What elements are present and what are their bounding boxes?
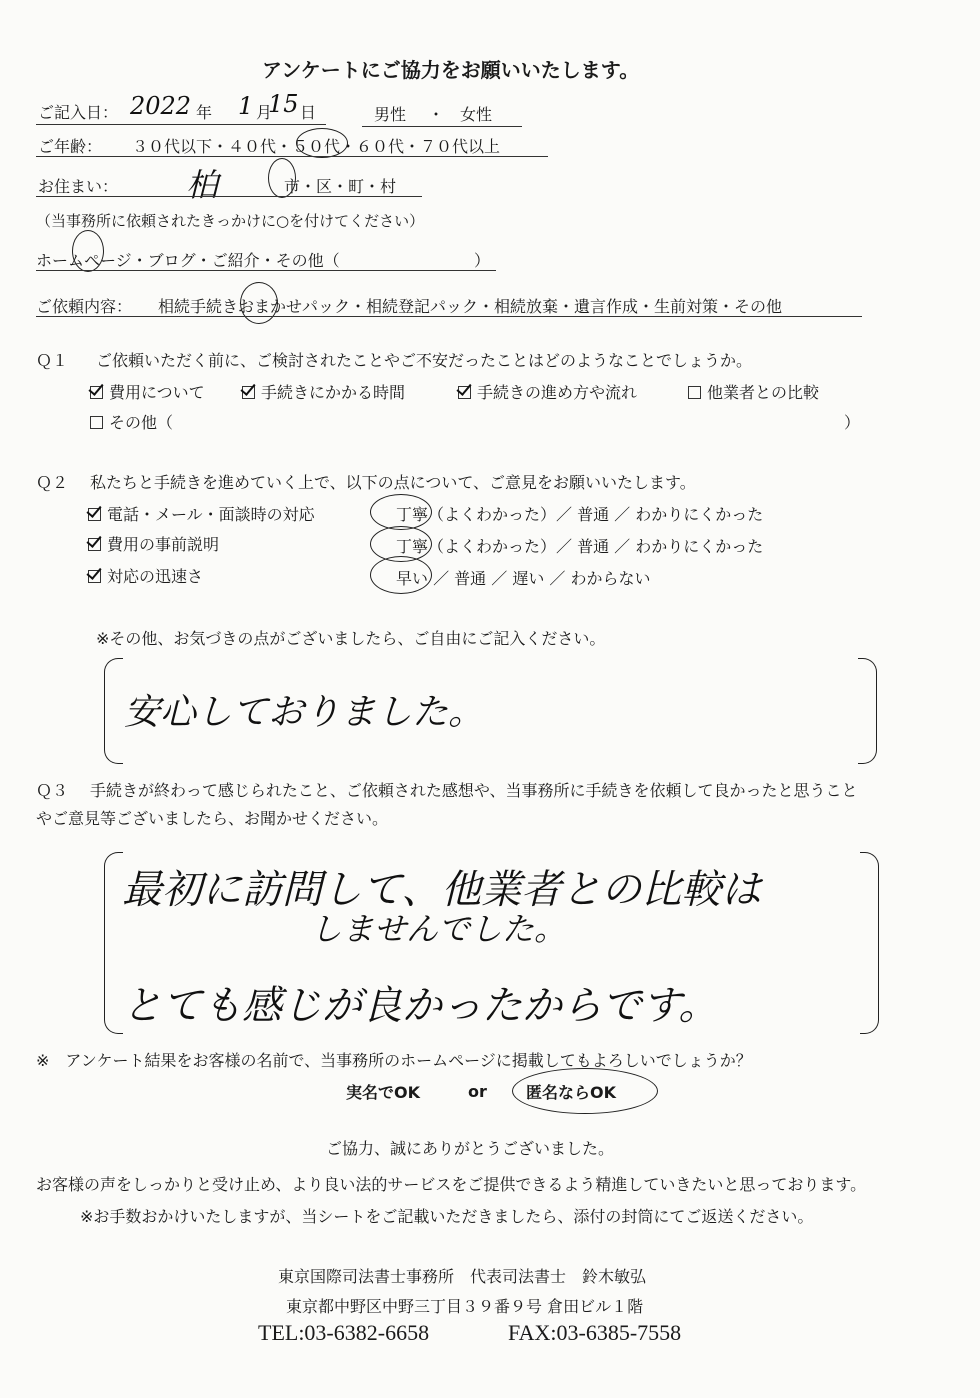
q3-question-line1: 手続きが終わって感じられたこと、ご依頼された感想や、当事務所に手続きを依頼して良かったと思うこと [90,781,858,800]
publish-or: or [468,1082,487,1101]
entry-year-label: 年 [196,103,213,122]
publish-selection-circle [512,1068,658,1114]
closing-thanks: ご協力、誠にありがとうございました。 [326,1139,615,1158]
entry-year-value: 2022 [130,92,192,120]
request-options: 相続手続きおまかせパック・相続登記パック・相続放棄・遺言作成・生前対策・その他 [158,297,783,316]
q2-answer-text: 安心しておりました。 [124,692,485,733]
source-options-end: ） [474,251,491,270]
age-underline [36,156,548,157]
publish-question: ※ アンケート結果をお客様の名前で、当事務所のホームページに掲載してもよろしいでしょうか？ [36,1051,752,1070]
q1-other-end: ） [844,413,861,432]
closing-line2: お客様の声をしっかりと受け止め、より良い法的サービスをご提供できるよう精進していきたいと思っております。 [36,1175,867,1194]
q1-option-time: 手続きにかかる時間 [242,380,405,403]
address-underline [36,196,422,197]
q2-row-explain: 費用の事前説明 [88,532,219,555]
address-options: 市・区・町・村 [284,177,397,196]
q2-note: ※その他、お気づきの点がございましたら、ご自由にご記入ください。 [96,629,606,648]
q2-row-contact: 電話・メール・面談時の対応 [88,502,315,525]
gender-female: 女性 [460,105,493,124]
entry-month-value: 1 [238,92,254,120]
office-address: 東京都中野区中野三丁目３９番９号 倉田ビル１階 [286,1297,644,1316]
q2-answer-bracket-left [104,658,123,764]
date-underline [36,124,326,125]
source-note: （当事務所に依頼されたきっかけに○を付けてください） [36,212,425,230]
age-label: ご年齢： [38,137,103,156]
source-options: ホームページ・ブログ・ご紹介・その他（ [36,251,340,270]
q3-answer-line2: しませんでした。 [310,910,567,948]
checkbox-contact[interactable] [88,508,101,521]
q1-option-cost: 費用について [90,380,205,403]
q3-answer-line1: 最初に訪問して、他業者との比較は [122,867,762,913]
q2-question: 私たちと手続きを進めていく上で、以下の点について、ご意見をお願いいたします。 [90,473,696,492]
address-value: 柏 [186,166,219,204]
checkbox-speed[interactable] [88,570,101,583]
q2-row-speed-options: 早い ／ 普通 ／ 遅い ／ わからない [396,569,651,588]
gender-male: 男性 [374,105,407,124]
q3-answer-bracket-left [104,852,123,1034]
q3-question-line2: やご意見等ございましたら、お聞かせください。 [36,809,389,828]
publish-option-realname: 実名でOK [346,1083,421,1102]
publish-option-anonymous: 匿名ならOK [526,1083,617,1102]
q2-speed-circle [370,556,432,594]
q2-contact-circle [370,494,432,530]
entry-month-label: 月 [256,103,273,122]
q3-answer-line3: とても感じが良かったからです。 [122,983,719,1029]
q3-number: Ｑ３ [36,781,69,800]
checkbox-compare[interactable] [688,386,701,399]
q1-option-other: その他（ [90,410,173,433]
page-title: アンケートにご協力をお願いいたします。 [262,58,640,82]
entry-date-label: ご記入日： [38,103,119,122]
request-underline [36,316,862,317]
checkbox-cost[interactable] [90,386,103,399]
address-selection-circle [268,158,296,198]
entry-day-label: 日 [300,103,317,122]
q2-row-contact-options: 丁寧（よくわかった）／ 普通 ／ わかりにくかった [396,505,764,524]
q1-question: ご依頼いただく前に、ご検討されたことやご不安だったことはどのようなことでしょうか。 [96,351,753,370]
q3-answer-bracket-right [860,852,879,1034]
q1-option-process: 手続きの進め方や流れ [458,380,637,403]
q1-option-compare: 他業者との比較 [688,380,819,403]
q2-answer-bracket-right [858,658,877,764]
q2-row-speed: 対応の迅速さ [88,564,203,587]
request-selection-circle [240,282,278,324]
request-label: ご依頼内容： [36,297,133,316]
checkbox-explain[interactable] [88,538,101,551]
age-selection-circle [296,128,348,158]
gender-underline [362,126,522,127]
office-tel: TEL:03-6382-6658 [258,1320,430,1345]
checkbox-time[interactable] [242,386,255,399]
office-fax: FAX:03-6385-7558 [508,1320,682,1345]
checkbox-other[interactable] [90,416,103,429]
age-options: ３０代以下・４０代・５０代・６０代・７０代以上 [132,137,501,156]
checkbox-process[interactable] [458,386,471,399]
q2-number: Ｑ２ [36,473,69,492]
q2-row-explain-options: 丁寧（よくわかった）／ 普通 ／ わかりにくかった [396,537,764,556]
source-selection-circle [72,230,104,272]
entry-day-value: 15 [268,90,299,118]
gender-separator: ・ [428,105,445,124]
source-underline [36,270,496,271]
address-label: お住まい： [38,177,119,196]
office-name: 東京国際司法書士事務所 代表司法書士 鈴木敏弘 [278,1267,647,1286]
closing-line3: ※お手数おかけいたしますが、当シートをご記載いただきましたら、添付の封筒にてご返送ください。 [80,1207,814,1226]
q1-number: Ｑ１ [36,351,69,370]
